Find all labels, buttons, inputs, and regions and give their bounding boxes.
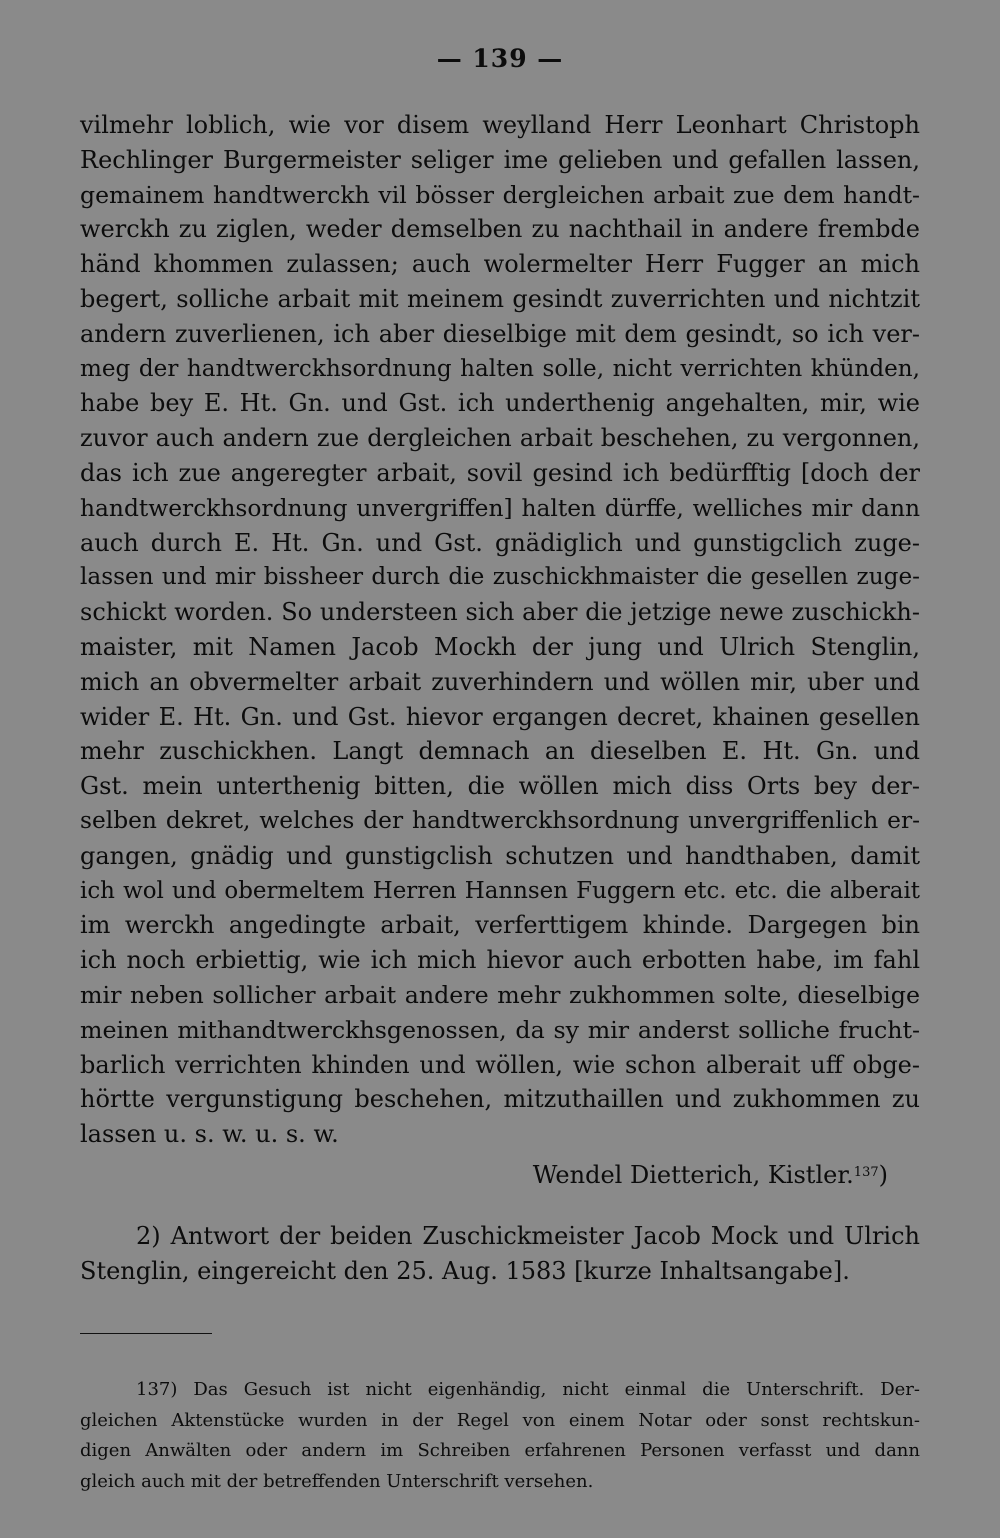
- text-line: gangen, gnädig und gunstigclish schutzen und handthaben, damit: [80, 841, 920, 870]
- signature-name: Wendel Dietterich, Kistler.: [532, 1161, 854, 1189]
- text-line: Gst. mein unterthenig bitten, die wöllen mich diss Orts bey der-: [80, 772, 920, 801]
- text-line: ich wol und obermeltem Herren Hannsen Fuggern etc. etc. die alberait: [80, 877, 920, 904]
- text-line: maister, mit Namen Jacob Mockh der jung und Ulrich Stenglin,: [80, 632, 920, 661]
- footnote-line: gleich auch mit der betreffenden Unterschrift versehen.: [80, 1470, 594, 1492]
- text-line: vilmehr loblich, wie vor disem weylland Herr Leonhart Christoph: [80, 111, 920, 139]
- answer-line: Stenglin, eingereicht den 25. Aug. 1583 [kurze Inhaltsangabe].: [80, 1256, 850, 1285]
- main-text-block: [80, 108, 920, 1152]
- answer-section: [80, 1219, 920, 1289]
- footnote-line: gleichen Aktenstücke wurden in der Regel von einem Notar oder sonst rechtskun-: [80, 1409, 920, 1431]
- text-line: lassen u. s. w. u. s. w.: [80, 1120, 339, 1149]
- text-line: handtwerckhsordnung unvergriffen] halten dürffe, welliches mir dann: [80, 493, 920, 522]
- text-line: ich noch erbiettig, wie ich mich hievor auch erbotten habe, im fahl: [80, 946, 920, 975]
- text-line: das ich zue angeregter arbait, sovil gesind ich bedürfftig [doch der: [80, 458, 920, 487]
- text-line: mich an obvermelter arbait zuverhindern und wöllen mir, uber und: [80, 667, 920, 696]
- footnote-reference: 137: [853, 1165, 879, 1180]
- answer-line: 2) Antwort der beiden Zuschickmeister Jacob Mock und Ulrich: [136, 1222, 920, 1250]
- text-line: mir neben sollicher arbait andere mehr zukhommen solte, dieselbige: [80, 980, 920, 1009]
- page-number: — 139 —: [436, 44, 564, 73]
- text-line: händ khommen zulassen; auch wolermelter Herr Fugger an mich: [80, 250, 920, 279]
- text-line: schickt worden. So understeen sich aber die jetzige newe zuschickh-: [80, 598, 920, 627]
- footnote-reference-close: ): [878, 1161, 888, 1189]
- footnote-divider: [80, 1333, 212, 1334]
- text-line: meg der handtwerckhsordnung halten solle, nicht verrichten khünden,: [80, 355, 920, 382]
- text-line: lassen und mir bissheer durch die zuschickhmaister die gesellen zuge-: [80, 564, 920, 591]
- text-line: im werckh angedingte arbait, verferttigem khinde. Dargegen bin: [80, 911, 920, 940]
- text-line: wider E. Ht. Gn. und Gst. hievor ergangen decret, khainen gesellen: [80, 702, 920, 731]
- text-line: Rechlinger Burgermeister seliger ime gelieben und gefallen lassen,: [80, 145, 920, 174]
- text-line: werckh zu ziglen, weder demselben zu nachthail in andere frembde: [80, 215, 920, 244]
- text-line: habe bey E. Ht. Gn. und Gst. ich underthenig angehalten, mir, wie: [80, 389, 920, 418]
- footnote-line: 137) Das Gesuch ist nicht eigenhändig, nicht einmal die Unterschrift. Der-: [136, 1379, 920, 1400]
- text-line: meinen mithandtwerckhsgenossen, da sy mir anderst solliche frucht-: [80, 1015, 920, 1044]
- text-line: andern zuverlienen, ich aber dieselbige mit dem gesindt, so ich ver-: [80, 319, 920, 348]
- text-line: gemainem handtwerckh vil bösser dergleichen arbait zue dem handt-: [80, 180, 920, 209]
- text-line: mehr zuschickhen. Langt demnach an dieselben E. Ht. Gn. und: [80, 737, 920, 766]
- text-line: barlich verrichten khinden und wöllen, wie schon alberait uff obge-: [80, 1050, 920, 1079]
- signature-line: [80, 1158, 888, 1193]
- text-line: zuvor auch andern zue dergleichen arbait beschehen, zu vergonnen,: [80, 424, 920, 453]
- text-line: begert, solliche arbait mit meinem gesindt zuverrichten und nichtzit: [80, 284, 920, 313]
- text-line: auch durch E. Ht. Gn. und Gst. gnädiglich und gunstigclich zuge-: [80, 528, 920, 557]
- footnote-line: digen Anwälten oder andern im Schreiben erfahrenen Personen verfasst und dann: [80, 1440, 920, 1461]
- footnote-block: [80, 1375, 920, 1497]
- text-line: hörtte vergunstigung beschehen, mitzuthaillen und zukhommen zu: [80, 1085, 920, 1114]
- text-line: selben dekret, welches der handtwerckhsordnung unvergriffenlich er-: [80, 806, 920, 834]
